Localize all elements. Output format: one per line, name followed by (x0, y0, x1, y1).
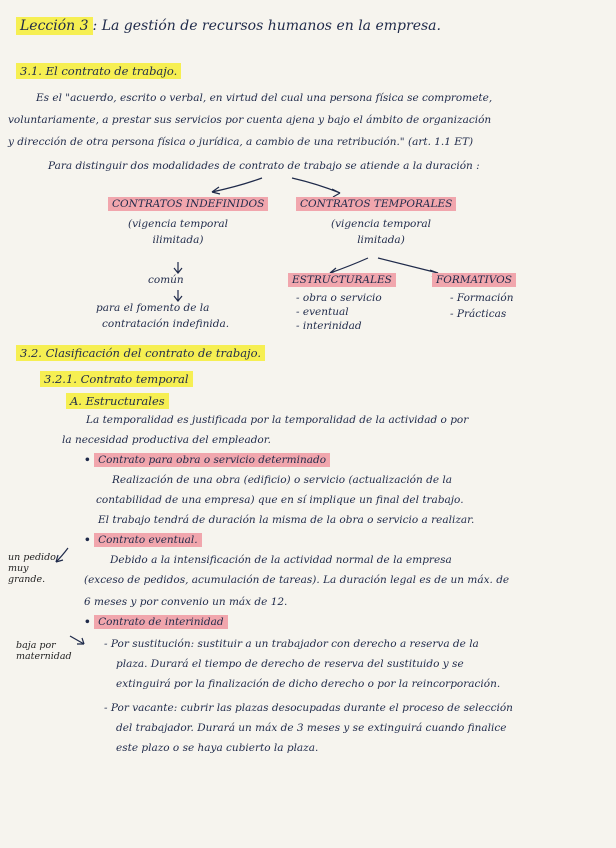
eventual-title (84, 534, 202, 546)
eventual-margin-note: un pedido muy grande. (8, 552, 56, 585)
indefinido-comun: común (148, 274, 184, 286)
formativos-item-1: - Formación (450, 292, 514, 304)
eventual-line-1: Debido a la intensificación de la actividad normal de la empresa (110, 554, 452, 566)
section-3-2-heading (16, 346, 265, 360)
estructurales-label-text: ESTRUCTURALES (288, 273, 396, 287)
indefinidos-title-text: CONTRATOS INDEFINIDOS (108, 197, 268, 211)
temporales-title (296, 198, 456, 210)
obra-line-1: Realización de una obra (edificio) o servicio (actualización de la (112, 474, 452, 486)
subsection-3-2-1-text: 3.2.1. Contrato temporal (40, 371, 193, 387)
estructurales-item-2: - eventual (296, 306, 349, 318)
obra-line-3: El trabajo tendrá de duración la misma de la obra o servicio a realizar. (98, 514, 475, 526)
eventual-title-text: Contrato eventual. (94, 533, 202, 547)
bullet-dot: • (84, 534, 91, 546)
indefinidos-title (108, 198, 268, 210)
temporales-line-1: (vigencia temporal (331, 218, 431, 230)
estructurales-heading-text: A. Estructurales (66, 393, 169, 409)
bullet-dot: • (84, 616, 91, 628)
definition-line-3: y dirección de otra persona física o jurídica, a cambio de una retribución." (art. 1.1 ET) (8, 136, 474, 148)
formativos-item-2: - Prácticas (450, 308, 507, 320)
fomento-line-2: contratación indefinida. (102, 318, 230, 330)
section-3-2-heading-text: 3.2. Clasificación del contrato de trabajo. (16, 345, 265, 361)
interinidad-title (84, 616, 228, 628)
indefinidos-line-2: ilimitada) (152, 234, 204, 246)
fomento-line-1: para el fomento de la (96, 302, 210, 314)
interinidad-line-3: extinguirá por la finalización de dicho derecho o por la reincorporación. (116, 678, 501, 690)
interinidad-line-4: - Por vacante: cubrir las plazas desocupadas durante el proceso de selección (104, 702, 513, 714)
estructurales-heading (66, 394, 169, 408)
definition-line-1: Es el "acuerdo, escrito o verbal, en virtud del cual una persona física se compromete, (36, 92, 493, 104)
temporales-line-2: limitada) (357, 234, 405, 246)
obra-title-text: Contrato para obra o servicio determinado (94, 453, 330, 467)
interinidad-line-5: del trabajador. Durará un máx de 3 meses y se extinguirá cuando finalice (116, 722, 507, 734)
estructurales-label (288, 274, 396, 286)
temporales-title-text: CONTRATOS TEMPORALES (296, 197, 456, 211)
interinidad-line-6: este plazo o se haya cubierto la plaza. (116, 742, 319, 754)
estructurales-item-3: - interinidad (296, 320, 362, 332)
interinidad-line-2: plaza. Durará el tiempo de derecho de reserva del sustituido y se (116, 658, 464, 670)
subsection-3-2-1 (40, 372, 193, 386)
eventual-line-3: 6 meses y por convenio un máx de 12. (84, 596, 288, 608)
formativos-label-text: FORMATIVOS (432, 273, 516, 287)
bullet-dot: • (84, 454, 91, 466)
eventual-line-2: (exceso de pedidos, acumulación de tareas). La duración legal es de un máx. de (84, 574, 510, 586)
interinidad-title-text: Contrato de interinidad (94, 615, 228, 629)
obra-title (84, 454, 330, 466)
lesson-title-text: : La gestión de recursos humanos en la empresa. (92, 18, 441, 34)
lesson-number: Lección 3 (16, 17, 93, 35)
estructurales-desc-2: la necesidad productiva del empleador. (62, 434, 271, 446)
duration-intro: Para distinguir dos modalidades de contrato de trabajo se atiende a la duración : (48, 160, 480, 172)
interinidad-margin-note: baja por maternidad (16, 640, 72, 662)
obra-line-2: contabilidad de una empresa) que en sí implique un final del trabajo. (96, 494, 464, 506)
indefinidos-line-1: (vigencia temporal (128, 218, 228, 230)
interinidad-line-1: - Por sustitución: sustituir a un trabajador con derecho a reserva de la (104, 638, 479, 650)
formativos-label (432, 274, 516, 286)
estructurales-item-1: - obra o servicio (296, 292, 382, 304)
section-3-1-heading-text: 3.1. El contrato de trabajo. (16, 63, 181, 79)
section-3-1-heading (16, 64, 181, 78)
estructurales-desc-1: La temporalidad es justificada por la temporalidad de la actividad o por (86, 414, 469, 426)
definition-line-2: voluntariamente, a prestar sus servicios por cuenta ajena y bajo el ámbito de organización (8, 114, 492, 126)
lesson-title (16, 18, 441, 34)
